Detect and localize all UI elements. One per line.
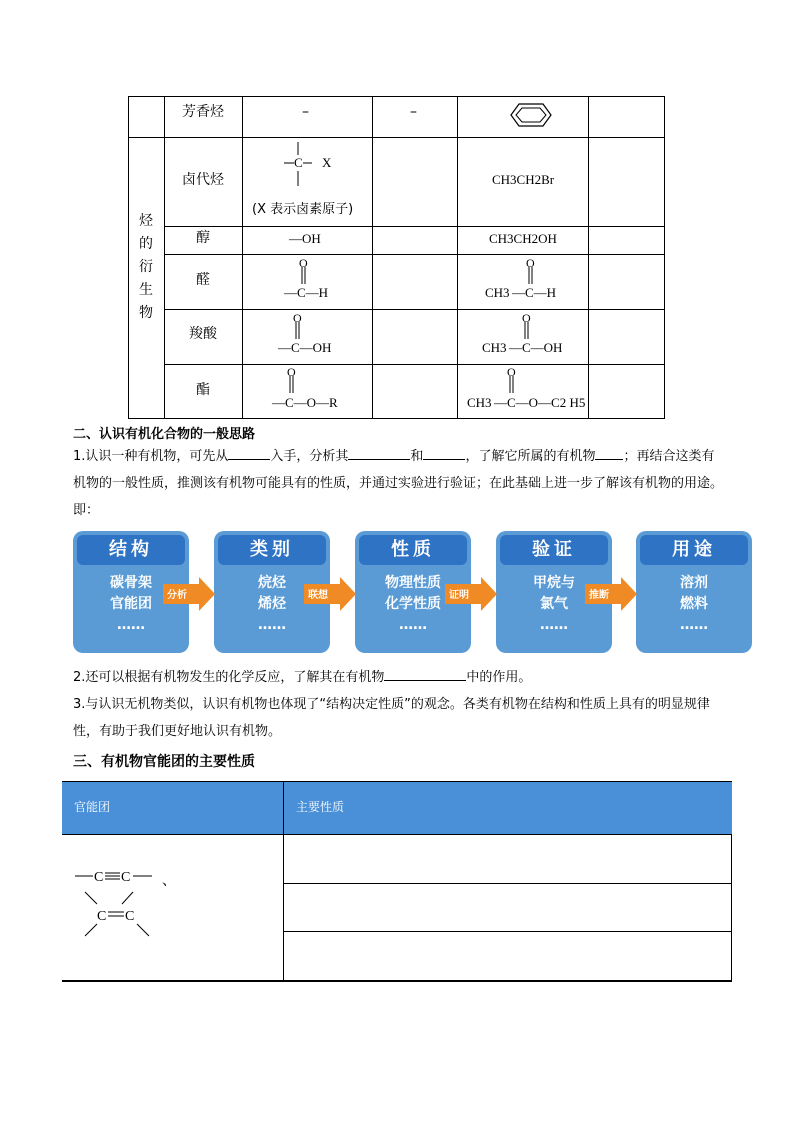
halo-note: (X 表示卤素原子) xyxy=(252,202,354,217)
acid-ex-o: O xyxy=(522,311,531,325)
aldehyde-ex-pre: CH3 xyxy=(485,285,510,300)
flow-box-usage: 用途 溶剂 燃料 …… xyxy=(636,531,752,653)
structure-separator: 、 xyxy=(162,873,176,889)
property-cell-2[interactable] xyxy=(284,884,731,931)
ester-example: —C—O—C2 H5 xyxy=(494,395,586,410)
flow-arrow-analyze: 分析 xyxy=(163,577,215,611)
flow-box-structure: 结构 碳骨架 官能团 …… xyxy=(73,531,189,653)
section3-title: 三、有机物官能团的主要性质 xyxy=(73,754,255,770)
alcohol-example: CH3CH2OH xyxy=(489,231,557,246)
flow-arrow-infer: 推断 xyxy=(585,577,637,611)
acid-example: —C—OH xyxy=(509,340,563,355)
flow-box-property: 性质 物理性质 化学性质 …… xyxy=(355,531,471,653)
benzene-ring-icon xyxy=(503,100,559,130)
row-name-halo: 卤代烃 xyxy=(182,172,224,188)
aromatic-col1: – xyxy=(302,104,309,120)
col-header-group: 官能团 xyxy=(74,800,111,814)
row-name-ester: 酯 xyxy=(196,382,210,398)
svg-text:C: C xyxy=(97,909,107,924)
ester-ex-pre: CH3 xyxy=(467,395,492,410)
svg-text:C: C xyxy=(125,909,135,924)
section2-paragraph2: 2.还可以根据有机物发生的化学反应，了解其在有机物 中的作用。 xyxy=(73,664,723,691)
ester-group: —C—O—R xyxy=(272,395,338,410)
property-cell-1[interactable] xyxy=(284,835,731,883)
row-name-aldehyde: 醛 xyxy=(196,272,210,288)
ester-ex-o: O xyxy=(507,365,516,379)
aldehyde-o: O xyxy=(299,256,308,270)
aldehyde-ex-o: O xyxy=(526,256,535,270)
functional-group-table xyxy=(128,96,665,419)
aldehyde-example: —C—H xyxy=(512,285,557,300)
flow-arrow-prove: 证明 xyxy=(445,577,497,611)
row-name-acid: 羧酸 xyxy=(189,326,217,342)
flow-box-category: 类别 烷烃 烯烃 …… xyxy=(214,531,330,653)
halo-example: CH3CH2Br xyxy=(492,172,555,187)
derivatives-side-label: 烃 的 衍 生 物 xyxy=(139,213,153,321)
section2-title: 二、认识有机化合物的一般思路 xyxy=(73,427,256,442)
halo-x: X xyxy=(322,155,332,170)
row-name-aromatic: 芳香烃 xyxy=(182,104,224,120)
acid-group: —C—OH xyxy=(278,340,332,355)
row-name-alcohol: 醇 xyxy=(196,230,210,246)
section2-paragraph1: 1.认识一种有机物，可先从 入手，分析其 和 ，了解它所属的有机物 ；再结合这类有机物的一般性质，推测该有机物可能具有的性质，并通过实验进行验证；在此基础上进一步了解该有机物的用途。即： xyxy=(73,443,723,524)
ester-o: O xyxy=(287,365,296,379)
acid-ex-pre: CH3 xyxy=(482,340,507,355)
aromatic-col2: – xyxy=(410,104,417,120)
flow-box-verify: 验证 甲烷与 氯气 …… xyxy=(496,531,612,653)
alkyne-alkene-structure xyxy=(72,864,162,944)
section2-paragraph3: 3.与认识无机物类似，认识有机物也体现了“结构决定性质”的观念。各类有机物在结构和性质上具有的明显规律性，有助于我们更好地认识有机物。 xyxy=(73,697,710,739)
property-cell-3[interactable] xyxy=(284,932,731,980)
col-header-property: 主要性质 xyxy=(296,800,345,814)
alcohol-group: —OH xyxy=(289,231,321,246)
svg-text:C: C xyxy=(94,870,104,885)
acid-o: O xyxy=(293,311,302,325)
svg-text:C: C xyxy=(121,870,131,885)
flow-arrow-associate: 联想 xyxy=(304,577,356,611)
aldehyde-group: —C—H xyxy=(284,285,329,300)
